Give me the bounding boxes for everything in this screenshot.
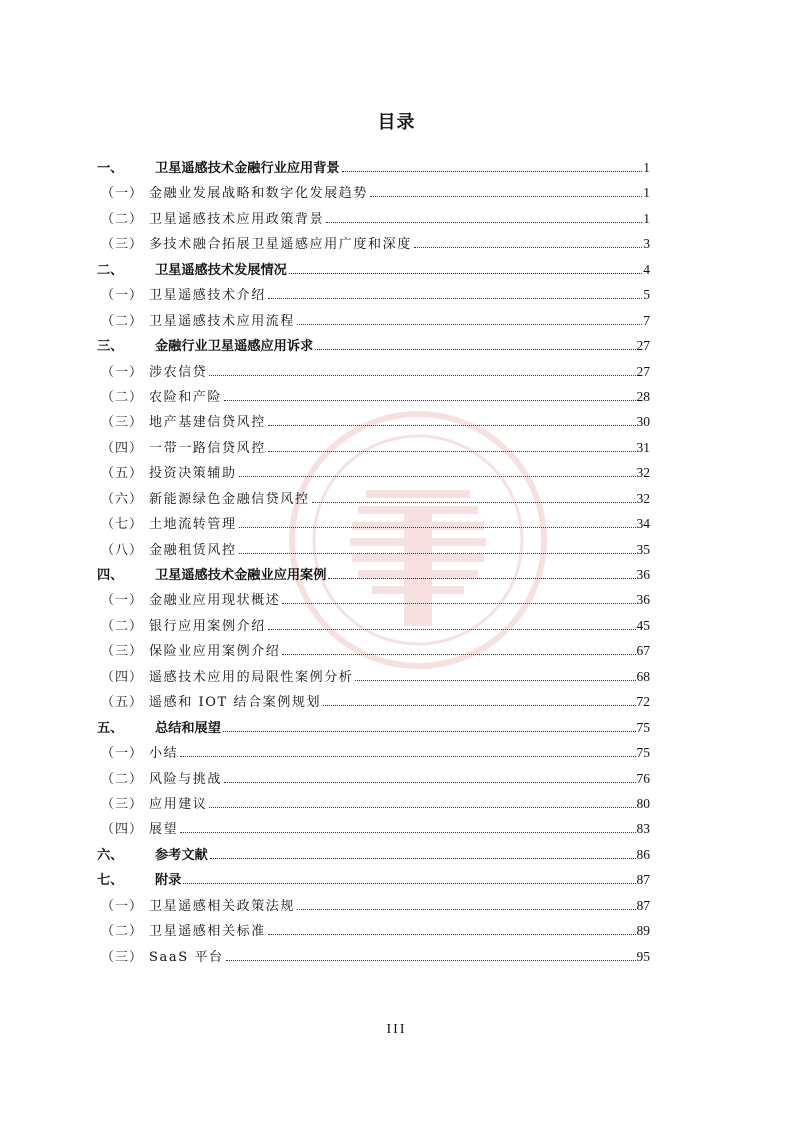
- toc-entry[interactable]: [97, 361, 650, 386]
- toc-entry-page: 27: [636, 338, 650, 354]
- toc-entry-page: 35: [636, 541, 650, 557]
- toc-entry-page: 72: [636, 694, 650, 710]
- dot-leader: [226, 959, 636, 961]
- toc-entry-page: 1: [643, 210, 650, 226]
- toc-entry[interactable]: [97, 386, 650, 411]
- dot-leader: [282, 602, 635, 604]
- toc-entry-page: 1: [643, 160, 650, 175]
- toc-entry-page: 83: [636, 821, 650, 837]
- toc-entry-page: 36: [636, 592, 650, 608]
- toc-entry-page: 89: [636, 923, 650, 939]
- toc-entry[interactable]: [97, 462, 650, 487]
- toc-entry[interactable]: [97, 869, 650, 894]
- dot-leader: [370, 195, 642, 197]
- toc-entry-number: （四）: [101, 440, 144, 456]
- dot-leader: [239, 475, 636, 477]
- toc-entry-page: 75: [636, 745, 650, 761]
- toc-entry-number: （一）: [101, 288, 144, 304]
- dot-leader: [180, 831, 635, 833]
- toc-entry-title: 涉农信贷: [149, 364, 208, 380]
- toc-entry-page: 7: [643, 312, 650, 328]
- toc-entry[interactable]: [97, 259, 650, 284]
- toc-entry-number: （二）: [101, 771, 144, 787]
- toc-entry-title: 风险与挑战: [149, 771, 223, 787]
- toc-entry-number: （三）: [101, 796, 144, 812]
- toc-entry-title: 卫星遥感技术介绍: [149, 288, 266, 304]
- toc-entry[interactable]: [97, 513, 650, 538]
- toc-entry-number: 一、: [97, 161, 124, 176]
- toc-entry[interactable]: [97, 818, 650, 843]
- toc-entry[interactable]: [97, 411, 650, 436]
- toc-entry-page: 28: [636, 388, 650, 404]
- toc-entry-title: 卫星遥感技术金融业应用案例: [155, 568, 327, 583]
- toc-entry-title: 遥感技术应用的局限性案例分析: [149, 669, 354, 685]
- toc-entry-page: 68: [636, 668, 650, 684]
- table-of-contents: [97, 157, 650, 971]
- toc-entry-title: 小结: [149, 746, 179, 762]
- toc-entry[interactable]: [97, 793, 650, 818]
- toc-entry[interactable]: [97, 539, 650, 564]
- toc-entry-title: 银行应用案例介绍: [149, 618, 266, 634]
- dot-leader: [297, 323, 642, 325]
- toc-entry-page: 30: [636, 414, 650, 430]
- toc-entry[interactable]: [97, 691, 650, 716]
- toc-entry-title: 卫星遥感技术应用政策背景: [149, 211, 325, 227]
- dot-leader: [268, 424, 636, 426]
- dot-leader: [224, 399, 635, 401]
- toc-entry[interactable]: [97, 564, 650, 589]
- toc-entry-title: 应用建议: [149, 796, 208, 812]
- toc-entry-page: 1: [643, 185, 650, 201]
- toc-entry-number: （五）: [101, 466, 144, 482]
- toc-entry-number: （四）: [101, 822, 144, 838]
- toc-entry[interactable]: [97, 742, 650, 767]
- toc-entry[interactable]: [97, 157, 650, 182]
- toc-entry-number: 七、: [97, 873, 124, 889]
- toc-entry-number: （一）: [101, 364, 144, 380]
- toc-entry-number: （一）: [101, 898, 144, 914]
- toc-entry-title: 展望: [149, 822, 179, 838]
- dot-leader: [239, 526, 636, 528]
- toc-entry-page: 87: [636, 897, 650, 913]
- toc-entry-title: SaaS 平台: [149, 949, 224, 965]
- toc-entry-title: 地产基建信贷风控: [149, 415, 266, 431]
- toc-entry-number: （二）: [101, 618, 144, 634]
- toc-entry-title: 附录: [155, 873, 182, 889]
- toc-entry[interactable]: [97, 233, 650, 258]
- toc-entry[interactable]: [97, 615, 650, 640]
- toc-entry[interactable]: [97, 335, 650, 360]
- dot-leader: [180, 755, 635, 757]
- toc-entry-title: 投资决策辅助: [149, 466, 237, 482]
- toc-entry-title: 金融行业卫星遥感应用诉求: [155, 339, 314, 355]
- dot-leader: [315, 348, 635, 350]
- toc-entry[interactable]: [97, 437, 650, 462]
- toc-entry-title: 保险业应用案例介绍: [149, 644, 281, 660]
- toc-entry-title: 卫星遥感技术应用流程: [149, 313, 296, 329]
- toc-entry-number: （七）: [101, 517, 144, 533]
- toc-entry[interactable]: [97, 920, 650, 945]
- toc-entry-number: （二）: [101, 313, 144, 329]
- toc-entry-title: 金融业应用现状概述: [149, 593, 281, 609]
- toc-entry-number: 四、: [97, 568, 124, 583]
- dot-leader: [183, 882, 635, 884]
- toc-entry-title: 卫星遥感技术金融行业应用背景: [155, 161, 340, 176]
- toc-entry-number: （八）: [101, 542, 144, 558]
- dot-leader: [328, 577, 635, 579]
- toc-entry-title: 农险和产险: [149, 389, 223, 405]
- toc-entry-title: 金融租赁风控: [149, 542, 237, 558]
- toc-entry-number: （四）: [101, 669, 144, 685]
- dot-leader: [414, 246, 642, 248]
- toc-entry-number: （一）: [101, 746, 144, 762]
- toc-entry-title: 总结和展望: [155, 720, 221, 736]
- toc-entry[interactable]: [97, 717, 650, 742]
- page-number-footer: III: [386, 1022, 407, 1037]
- dot-leader: [223, 730, 636, 732]
- dot-leader: [268, 933, 636, 935]
- toc-entry-title: 卫星遥感相关政策法规: [149, 898, 296, 914]
- toc-entry[interactable]: [97, 640, 650, 665]
- toc-entry-page: 4: [643, 261, 650, 277]
- dot-leader: [342, 170, 643, 172]
- toc-entry[interactable]: [97, 284, 650, 309]
- toc-entry-page: 67: [636, 643, 650, 659]
- toc-entry-title: 卫星遥感技术发展情况: [155, 262, 287, 278]
- toc-entry-page: 34: [636, 516, 650, 532]
- dot-leader: [209, 374, 635, 376]
- toc-entry-page: 5: [643, 287, 650, 303]
- toc-entry-number: （三）: [101, 237, 144, 253]
- toc-entry-title: 土地流转管理: [149, 517, 237, 533]
- toc-entry-number: （二）: [101, 211, 144, 227]
- toc-entry-page: 45: [636, 617, 650, 633]
- dot-leader: [355, 679, 635, 681]
- dot-leader: [282, 653, 635, 655]
- dot-leader: [210, 857, 636, 859]
- toc-entry-number: 六、: [97, 847, 124, 863]
- toc-entry[interactable]: [97, 182, 650, 207]
- toc-entry-title: 参考文献: [155, 847, 208, 863]
- toc-entry[interactable]: [97, 589, 650, 614]
- toc-entry-page: 36: [636, 567, 650, 582]
- toc-entry-number: 五、: [97, 720, 124, 736]
- toc-entry-title: 新能源绿色金融信贷风控: [149, 491, 310, 507]
- toc-entry-title: 遥感和 IOT 结合案例规划: [149, 695, 322, 711]
- dot-leader: [239, 552, 636, 554]
- toc-entry-page: 86: [636, 846, 650, 862]
- dot-leader: [224, 781, 635, 783]
- toc-entry-page: 75: [636, 719, 650, 735]
- toc-entry-number: （二）: [101, 389, 144, 405]
- toc-entry-page: 80: [636, 795, 650, 811]
- toc-entry-title: 多技术融合拓展卫星遥感应用广度和深度: [149, 237, 412, 253]
- toc-entry[interactable]: [97, 488, 650, 513]
- dot-leader: [323, 704, 635, 706]
- toc-entry-page: 32: [636, 490, 650, 506]
- dot-leader: [268, 450, 636, 452]
- toc-entry[interactable]: [97, 310, 650, 335]
- toc-entry-number: 二、: [97, 262, 124, 278]
- toc-entry[interactable]: [97, 208, 650, 233]
- toc-entry-page: 87: [636, 872, 650, 888]
- toc-entry-page: 3: [643, 236, 650, 252]
- page-title: 目录: [377, 112, 416, 133]
- toc-entry-page: 27: [636, 363, 650, 379]
- toc-entry[interactable]: [97, 768, 650, 793]
- toc-entry-title: 卫星遥感相关标准: [149, 924, 266, 940]
- dot-leader: [312, 501, 636, 503]
- toc-entry-number: （三）: [101, 949, 144, 965]
- toc-entry-number: （一）: [101, 593, 144, 609]
- dot-leader: [289, 272, 642, 274]
- toc-entry-title: 一带一路信贷风控: [149, 440, 266, 456]
- toc-entry-page: 95: [636, 948, 650, 964]
- toc-entry-page: 76: [636, 770, 650, 786]
- dot-leader: [268, 628, 636, 630]
- dot-leader: [268, 297, 642, 299]
- toc-entry-number: （三）: [101, 644, 144, 660]
- toc-entry[interactable]: [97, 895, 650, 920]
- dot-leader: [297, 908, 635, 910]
- toc-entry-number: （一）: [101, 186, 144, 202]
- toc-entry-page: 31: [636, 439, 650, 455]
- toc-entry[interactable]: [97, 946, 650, 971]
- toc-entry-page: 32: [636, 465, 650, 481]
- toc-entry-number: 三、: [97, 339, 124, 355]
- toc-entry[interactable]: [97, 666, 650, 691]
- toc-entry[interactable]: [97, 844, 650, 869]
- toc-entry-number: （三）: [101, 415, 144, 431]
- toc-entry-title: 金融业发展战略和数字化发展趋势: [149, 186, 369, 202]
- toc-entry-number: （五）: [101, 695, 144, 711]
- dot-leader: [209, 806, 635, 808]
- toc-entry-number: （二）: [101, 924, 144, 940]
- dot-leader: [326, 221, 642, 223]
- toc-entry-number: （六）: [101, 491, 144, 507]
